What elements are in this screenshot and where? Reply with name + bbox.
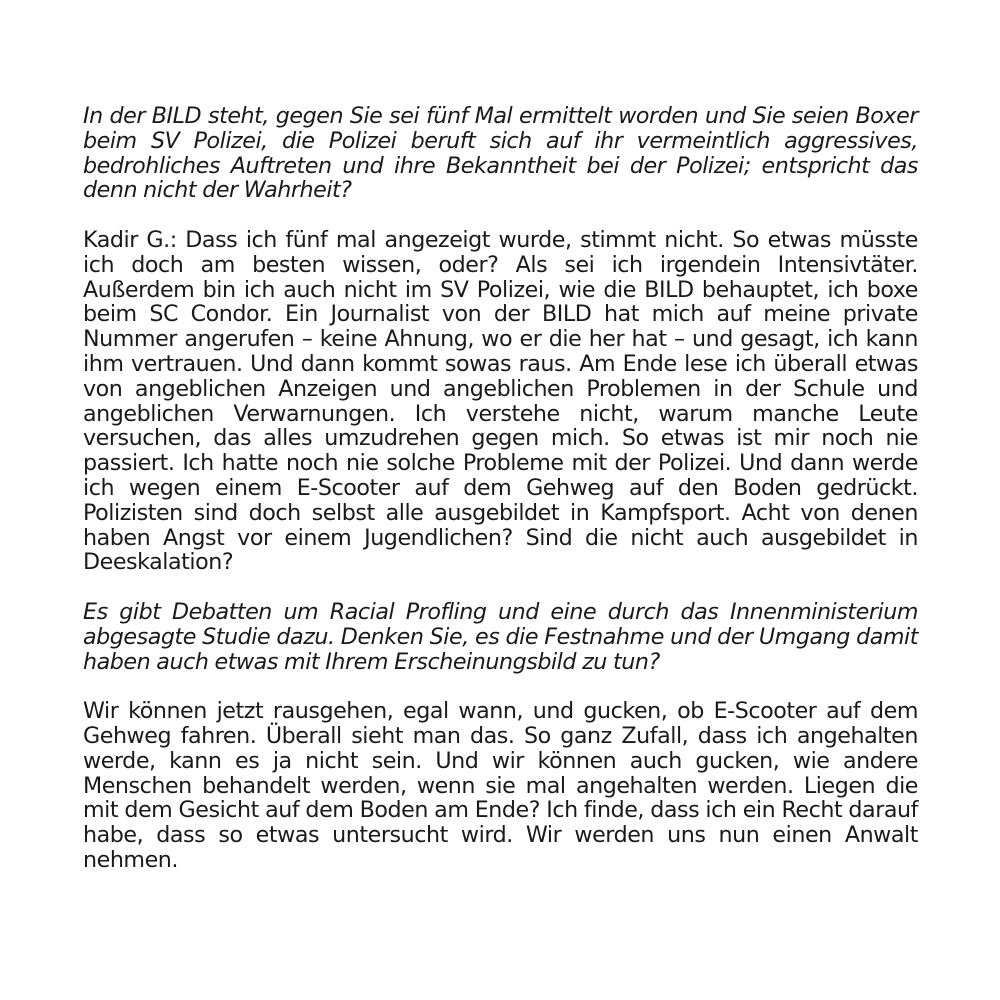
interview-answer-paragraph: Kadir G.: Dass ich fünf mal angezeigt wurde, stimmt nicht. So etwas müsste ich doch am besten wissen, oder? Als sei ich irgendein Intensivtäter. Außerdem bin ich auch nicht im SV Polizei, wie die BILD behauptet, ich boxe beim SC Condor. Ein Journalist von der BILD hat mich auf meine private Nummer angerufen – keine Ahnung, wo er die her hat – und gesagt, ich kann ihm vertrauen. Und dann kommt sowas raus. Am Ende lese ich überall etwas von angeblichen Anzeigen und angeblichen Problemen in der Schule und angeblichen Verwarnungen. Ich verstehe nicht, warum manche Leute versuchen, das alles umzudrehen gegen mich. So etwas ist mir noch nie passiert. Ich hatte noch nie solche Probleme mit der Polizei. Und dann werde ich wegen einem E-Scooter auf dem Gehweg auf den Boden gedrückt. Polizisten sind doch selbst alle ausgebildet in Kampfsport. Acht von denen haben Angst vor einem Jugendlichen? Sind die nicht auch ausgebildet in Deeskalation? bbox=[83, 226, 918, 576]
interview-text-block bbox=[83, 104, 918, 873]
interview-question-paragraph: In der BILD steht, gegen Sie sei fünf Mal ermittelt worden und Sie seien Boxer beim SV Polizei, die Polizei beruft sich auf ihr vermeintlich aggressives, bedrohliches Auftreten und ihre Bekanntheit bei der Polizei; entspricht das denn nicht der Wahrheit? bbox=[83, 103, 918, 204]
interview-question-paragraph: Es gibt Debatten um Racial Profling und eine durch das Innenministerium abgesagte Studie dazu. Denken Sie, es die Festnahme und der Umgang damit haben auch etwas mit Ihrem Erscheinungsbild zu tun? bbox=[83, 598, 918, 675]
paragraph-spacer bbox=[83, 575, 918, 600]
interview-answer-paragraph: Wir können jetzt rausgehen, egal wann, und gucken, ob E-Scooter auf dem Gehweg fahren. Überall sieht man das. So ganz Zufall, dass ich angehalten werde, kann es ja nicht sein. Und wir können auch gucken, wie andere Menschen behandelt werden, wenn sie mal angehalten werden. Liegen die mit dem Gesicht auf dem Boden am Ende? Ich finde, dass ich ein Recht darauf habe, dass so etwas untersucht wird. Wir werden uns nun einen Anwalt nehmen. bbox=[83, 698, 918, 873]
paragraph-spacer bbox=[83, 674, 918, 699]
paragraph-spacer bbox=[83, 203, 918, 228]
